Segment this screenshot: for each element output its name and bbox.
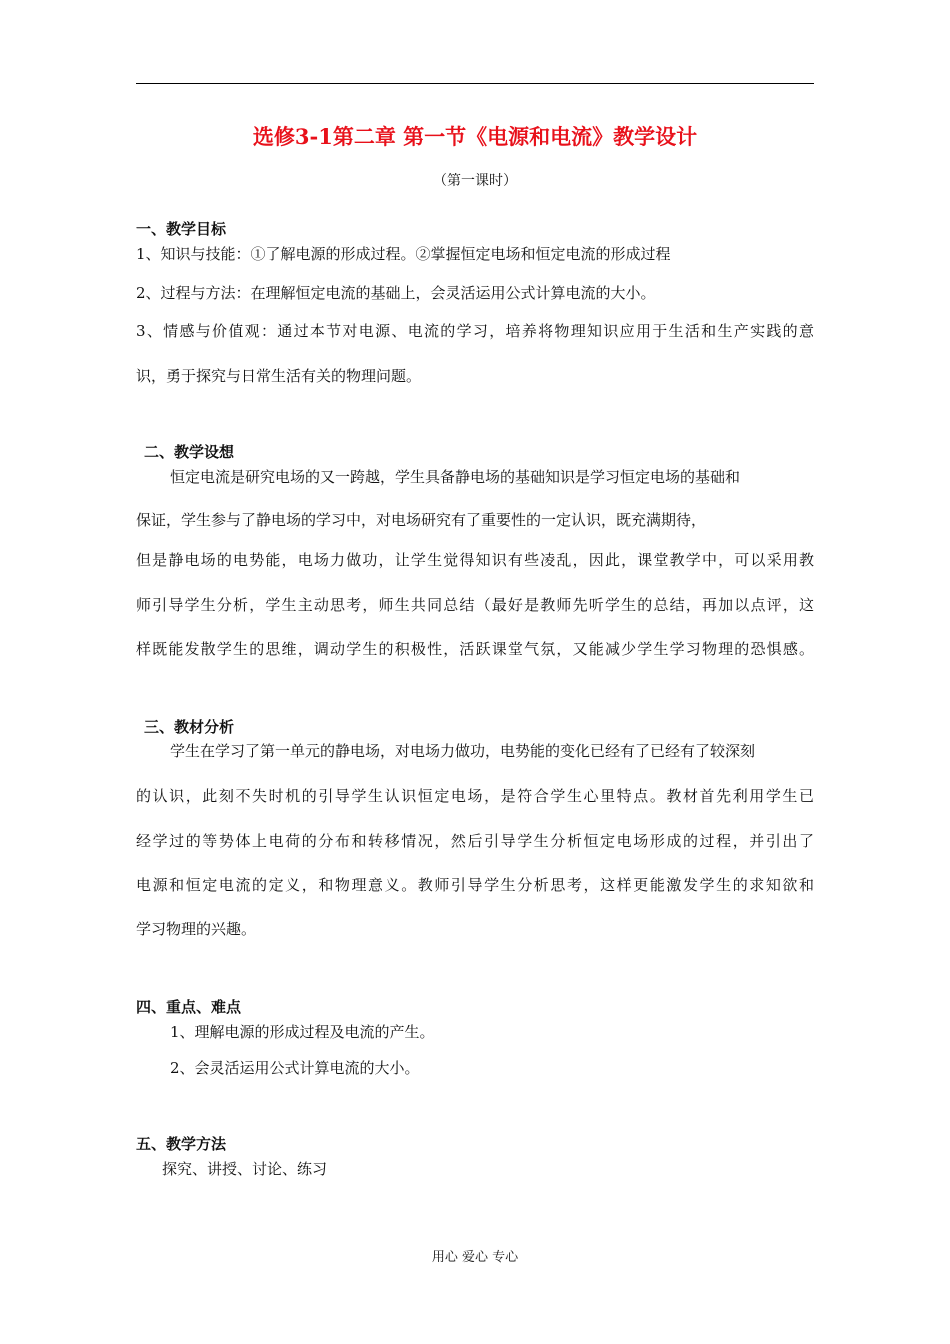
- paragraph-line: 样既能发散学生的思维，调动学生的积极性，活跃课堂气氛，又能减少学生学习物理的恐惧感。: [136, 640, 814, 658]
- list-item: 2、会灵活运用公式计算电流的大小。: [170, 1059, 420, 1077]
- document-title: 选修3-1第二章 第一节《电源和电流》教学设计: [252, 124, 698, 149]
- section-heading-key-points: 四、重点、难点: [136, 998, 242, 1016]
- section-heading-objectives: 一、教学目标: [136, 220, 227, 238]
- paragraph-line: 学生在学习了第一单元的静电场，对电场力做功，电势能的变化已经有了已经有了较深刻: [170, 742, 756, 760]
- list-item: 1、理解电源的形成过程及电流的产生。: [170, 1023, 435, 1041]
- header-rule: [136, 83, 814, 84]
- paragraph-line: 但是静电场的电势能，电场力做功，让学生觉得知识有些凌乱，因此，课堂教学中，可以采用教: [136, 551, 814, 569]
- section-heading-analysis: 三、教材分析: [144, 718, 235, 736]
- paragraph-line: 经学过的等势体上电荷的分布和转移情况，然后引导学生分析恒定电场形成的过程，并引出了: [136, 832, 814, 850]
- paragraph-line: 1、知识与技能：①了解电源的形成过程。②掌握恒定电场和恒定电流的形成过程: [136, 245, 671, 263]
- paragraph-line: 2、过程与方法：在理解恒定电流的基础上，会灵活运用公式计算电流的大小。: [136, 284, 656, 302]
- paragraph-line: 学习物理的兴趣。: [136, 920, 257, 938]
- paragraph-line: 3、情感与价值观：通过本节对电源、电流的学习，培养将物理知识应用于生活和生产实践的意: [136, 322, 814, 340]
- paragraph-line: 电源和恒定电流的定义，和物理意义。教师引导学生分析思考，这样更能激发学生的求知欲和: [136, 876, 814, 894]
- paragraph-line: 识，勇于探究与日常生活有关的物理问题。: [136, 367, 422, 385]
- paragraph-line: 探究、讲授、讨论、练习: [162, 1160, 328, 1178]
- section-heading-methods: 五、教学方法: [136, 1135, 227, 1153]
- paragraph-line: 恒定电流是研究电场的又一跨越，学生具备静电场的基础知识是学习恒定电场的基础和: [170, 468, 741, 486]
- section-heading-design: 二、教学设想: [144, 443, 235, 461]
- document-subtitle: （第一课时）: [433, 173, 517, 189]
- page-footer: 用心 爱心 专心: [431, 1250, 519, 1265]
- paragraph-line: 保证，学生参与了静电场的学习中，对电场研究有了重要性的一定认识，既充满期待，: [136, 511, 707, 529]
- paragraph-line: 的认识，此刻不失时机的引导学生认识恒定电场，是符合学生心里特点。教材首先利用学生已: [136, 787, 814, 805]
- paragraph-line: 师引导学生分析，学生主动思考，师生共同总结（最好是教师先听学生的总结，再加以点评，这: [136, 596, 814, 614]
